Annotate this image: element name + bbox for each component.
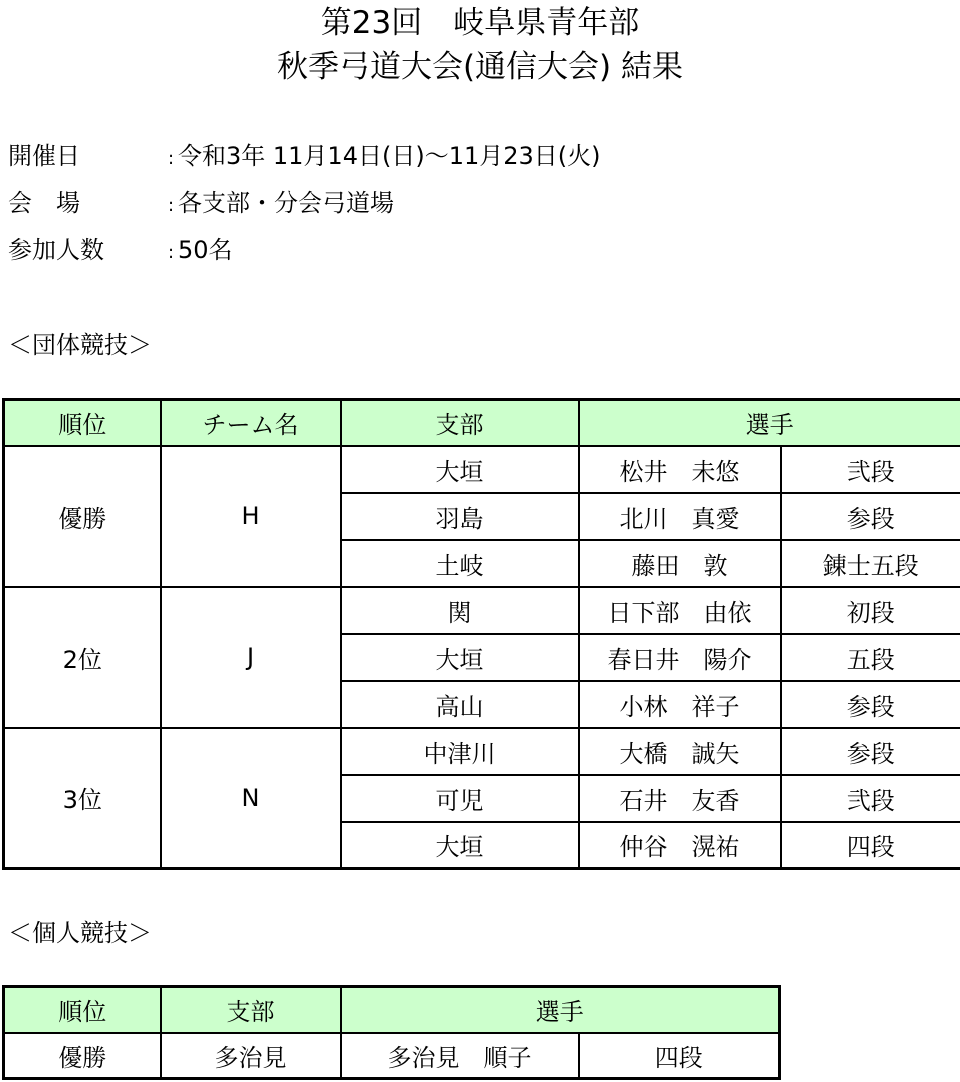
header-rank: 順位	[4, 400, 161, 446]
info-label: 会 場	[8, 189, 80, 217]
info-value: 令和3年 11月14日(日)～11月23日(火)	[178, 142, 601, 170]
member-grade: 参段	[781, 728, 960, 775]
page-title-line-2: 秋季弓道大会(通信大会) 結果	[276, 49, 684, 85]
info-row-participants	[8, 235, 233, 268]
member-name: 松井 未悠	[579, 446, 781, 493]
member-branch: 関	[341, 587, 579, 634]
member-grade: 弐段	[781, 775, 960, 822]
page-title-line-1: 第23回 岐阜県青年部	[320, 5, 640, 41]
member-name: 藤田 敦	[579, 540, 781, 587]
member-branch: 中津川	[341, 728, 579, 775]
individual-results-table	[2, 985, 781, 1080]
table-row	[4, 587, 960, 634]
info-value: 各支部・分会弓道場	[178, 189, 394, 217]
header-team: チーム名	[161, 400, 341, 446]
header-player: 選手	[341, 987, 780, 1033]
info-label: 参加人数	[8, 236, 104, 264]
individual-rank: 優勝	[4, 1033, 161, 1079]
individual-name: 多治見 順子	[341, 1033, 579, 1079]
team-rank: 2位	[4, 587, 161, 728]
member-grade: 四段	[781, 822, 960, 869]
individual-branch: 多治見	[161, 1033, 341, 1079]
member-branch: 羽島	[341, 493, 579, 540]
member-name: 仲谷 滉祐	[579, 822, 781, 869]
team-name: N	[161, 728, 341, 869]
member-branch: 高山	[341, 681, 579, 728]
info-row-date	[8, 141, 601, 174]
table-row	[4, 728, 960, 775]
individual-section-heading: ＜個人競技＞	[8, 919, 152, 947]
member-grade: 錬士五段	[781, 540, 960, 587]
info-colon: :	[168, 195, 175, 216]
info-colon: :	[168, 148, 175, 169]
table-row	[4, 446, 960, 493]
table-header-row	[4, 987, 780, 1033]
header-branch: 支部	[341, 400, 579, 446]
member-name: 春日井 陽介	[579, 634, 781, 681]
member-name: 石井 友香	[579, 775, 781, 822]
info-row-venue	[8, 188, 394, 221]
table-row	[4, 1033, 780, 1079]
member-grade: 弐段	[781, 446, 960, 493]
team-name: H	[161, 446, 341, 587]
member-grade: 参段	[781, 493, 960, 540]
header-player: 選手	[579, 400, 960, 446]
member-name: 北川 真愛	[579, 493, 781, 540]
member-branch: 大垣	[341, 634, 579, 681]
member-branch: 可児	[341, 775, 579, 822]
team-section-heading: ＜団体競技＞	[8, 331, 152, 359]
member-name: 小林 祥子	[579, 681, 781, 728]
header-rank: 順位	[4, 987, 161, 1033]
team-results-table	[2, 398, 960, 870]
member-grade: 五段	[781, 634, 960, 681]
member-branch: 土岐	[341, 540, 579, 587]
member-branch: 大垣	[341, 822, 579, 869]
member-grade: 参段	[781, 681, 960, 728]
member-grade: 初段	[781, 587, 960, 634]
info-value: 50名	[178, 236, 233, 264]
individual-grade: 四段	[579, 1033, 780, 1079]
header-branch: 支部	[161, 987, 341, 1033]
team-rank: 3位	[4, 728, 161, 869]
team-name: J	[161, 587, 341, 728]
member-name: 大橋 誠矢	[579, 728, 781, 775]
member-name: 日下部 由依	[579, 587, 781, 634]
table-header-row	[4, 400, 960, 446]
info-label: 開催日	[8, 142, 80, 170]
team-rank: 優勝	[4, 446, 161, 587]
info-colon: :	[168, 242, 175, 263]
member-branch: 大垣	[341, 446, 579, 493]
